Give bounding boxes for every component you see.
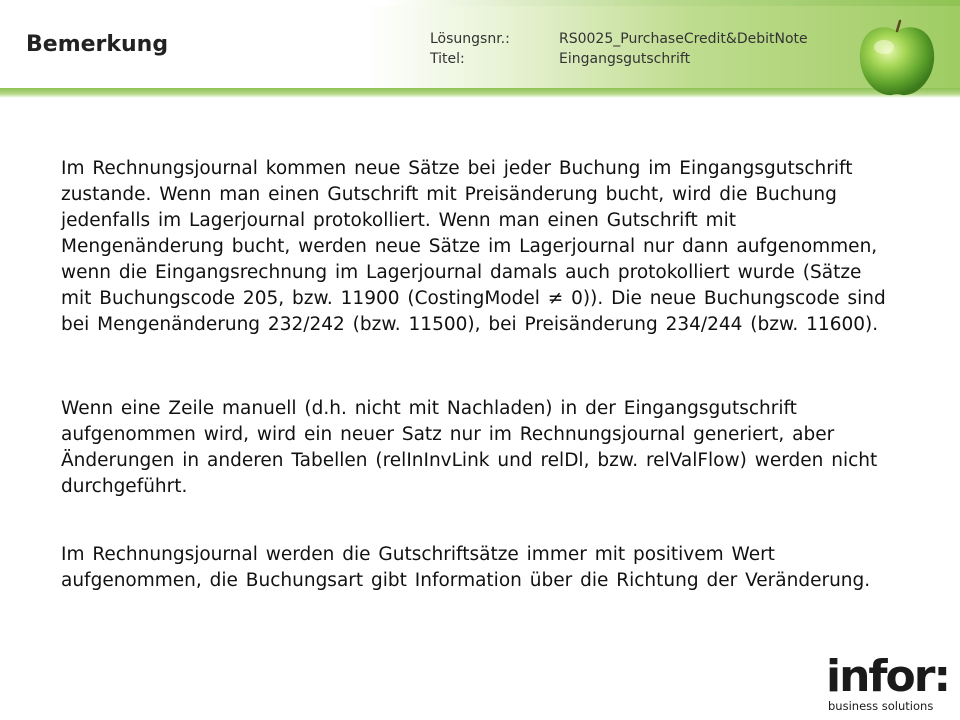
logo-tagline: business solutions: [828, 699, 934, 713]
header-bottom-band: [0, 88, 960, 98]
apple-icon: [856, 15, 938, 99]
solution-label: Lösungsnr.:: [430, 31, 510, 47]
paragraph-2: Wenn eine Zeile manuell (d.h. nicht mit Nachladen) in der Eingangsgutschrift aufgenommen wird, wird ein neuer Satz nur im Rechnungsjournal generiert, aber Änderungen in anderen Tabellen (relInInvLink und relDl, bzw. relValFlow) werden nicht durchgeführt.: [61, 398, 878, 497]
title-row: [430, 49, 808, 69]
paragraph-1: Im Rechnungsjournal kommen neue Sätze bei jeder Buchung im Eingangsgutschrift zustande. Wenn man einen Gutschrift mit Preisänderung bucht, wird die Buchung jedenfalls im Lagerjournal protokolliert. Wenn man einen Gutschrift mit Mengenänderung bucht, werden neue Sätze im Lagerjournal nur dann aufgenommen, wenn die Eingangsrechnung im Lagerjournal damals auch protokolliert wurde (Sätze mit Buchungscode 205, bzw. 11900 (CostingModel ≠ 0)). Die neue Buchungscode sind bei Mengenänderung 232/242 (bzw. 11500), bei Preisänderung 234/244 (bzw. 11600).: [61, 158, 886, 335]
logo-wordmark: infor:: [826, 651, 950, 702]
header-top-line: [0, 0, 960, 6]
slide-title: Bemerkung: [26, 32, 169, 57]
paragraph-3: Im Rechnungsjournal werden die Gutschriftsätze immer mit positivem Wert aufgenommen, die Buchungsart gibt Information über die Richtung der Veränderung.: [61, 544, 871, 591]
solution-row: [430, 29, 808, 49]
header-meta: [430, 29, 808, 69]
infor-logo: [826, 651, 956, 715]
solution-value: RS0025_PurchaseCredit&DebitNote: [559, 31, 808, 47]
title-label: Titel:: [430, 51, 465, 67]
title-value: Eingangsgutschrift: [559, 51, 691, 67]
